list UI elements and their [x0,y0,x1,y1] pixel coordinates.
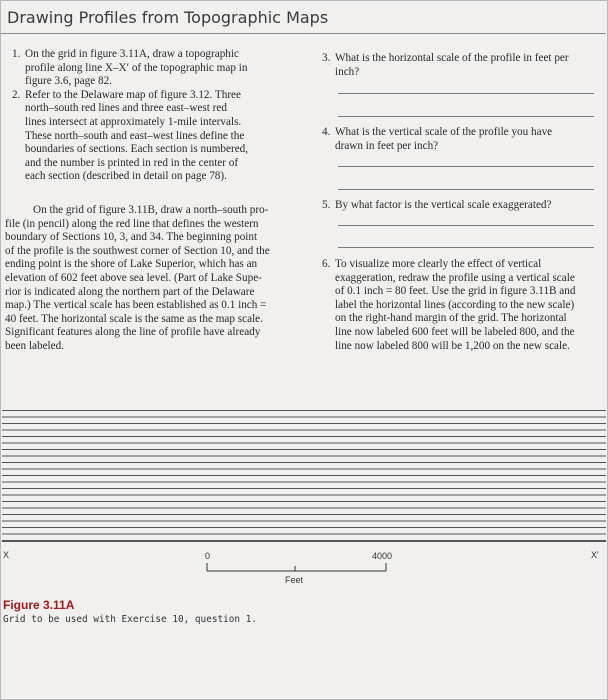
answer-line-3b[interactable] [338,116,594,117]
question-3 [318,52,600,79]
question-6-line: line now labeled 800 will be 1,200 on the new scale. [335,339,570,352]
question-2-line: Refer to the Delaware map of figure 3.12. Three [25,88,241,101]
question-3-line: inch? [335,65,360,78]
paragraph-line: map.) The vertical scale has been established as 0.1 inch = [5,299,267,312]
question-6-line: To visualize more clearly the effect of vertical [335,258,542,270]
answer-line-3a[interactable] [338,93,594,94]
scale-start-label: 0 [205,551,211,561]
page-header [1,1,606,34]
question-4-line: What is the vertical scale of the profile you have [335,126,553,138]
profile-grid[interactable] [2,410,606,542]
profile-start-label-x: X [3,550,10,560]
question-2-number: 2. [12,88,21,101]
answer-line-5a[interactable] [338,225,594,226]
question-4-line: drawn in feet per inch? [335,139,439,152]
scale-unit-label: Feet [285,575,304,585]
question-1-number: 1. [12,48,21,60]
question-5-line: By what factor is the vertical scale exaggerated? [335,199,552,211]
question-2-line: lines intersect at approximately 1-mile intervals. [25,115,242,128]
question-4 [318,126,600,153]
question-6-line: line now labeled 600 feet will be labeled 800, and the [335,325,575,338]
paragraph-line: elevation of 602 feet above sea level. (Part of Lake Supe- [5,271,262,284]
page-title: Drawing Profiles from Topographic Maps [7,8,329,27]
question-2-line: each section (described in detail on page 78). [25,170,227,183]
scale-end-label: 4000 [372,551,393,561]
question-2-line: north–south red lines and three east–west red [25,102,227,115]
question-2-line: These north–south and east–west lines define the [25,129,245,142]
question-6-number: 6. [322,258,331,270]
question-1-line: profile along line X–X′ of the topographic map in [25,61,248,74]
question-2-line: boundaries of sections. Each section is numbered, [25,143,249,156]
answer-line-4b[interactable] [338,189,594,190]
figure-caption: Grid to be used with Exercise 10, question 1. [3,614,257,625]
instruction-paragraph [5,204,288,354]
left-column [8,48,286,184]
question-1-line: On the grid in figure 3.11A, draw a topographic [25,48,239,60]
question-6 [318,258,600,353]
paragraph-line: 40 feet. The horizontal scale is the same as the map scale. [5,312,263,325]
profile-end-label-x-prime: X′ [591,550,599,560]
answer-line-5b[interactable] [338,247,594,248]
question-4-number: 4. [322,126,331,138]
paragraph-line: of the profile is the southwest corner of Section 10, and the [5,244,270,257]
paragraph-line: Significant features along the line of profile have already [5,326,261,339]
question-2 [8,89,286,184]
question-1-line: figure 3.6, page 82. [25,75,112,88]
question-6-line: exaggeration, redraw the profile using a vertical scale [335,271,575,284]
paragraph-line: been labeled. [5,339,65,352]
question-6-line: label the horizontal lines (according to the new scale) [335,298,575,311]
paragraph-line: boundary of Sections 10, 3, and 34. The beginning point [5,231,258,244]
paragraph-line: rior is indicated along the northern part of the Delaware [5,285,255,298]
paragraph-line: ending point is the shore of Lake Superior, which has an [5,258,258,271]
question-6-line: on the right-hand margin of the grid. The horizontal [335,312,567,325]
answer-line-4a[interactable] [338,166,594,167]
question-2-line: and the number is printed in red in the center of [25,156,239,169]
figure-title: Figure 3.11A [3,598,75,612]
paragraph-line: On the grid of figure 3.11B, draw a north–south pro- [33,204,269,216]
question-5 [318,199,600,213]
paragraph-line: file (in pencil) along the red line that defines the western [5,217,259,230]
question-6-line: of 0.1 inch = 80 feet. Use the grid in figure 3.11B and [335,285,576,298]
question-3-number: 3. [322,52,331,64]
question-5-number: 5. [322,199,331,211]
question-1 [8,48,286,89]
question-3-line: What is the horizontal scale of the profile in feet per [335,52,569,64]
